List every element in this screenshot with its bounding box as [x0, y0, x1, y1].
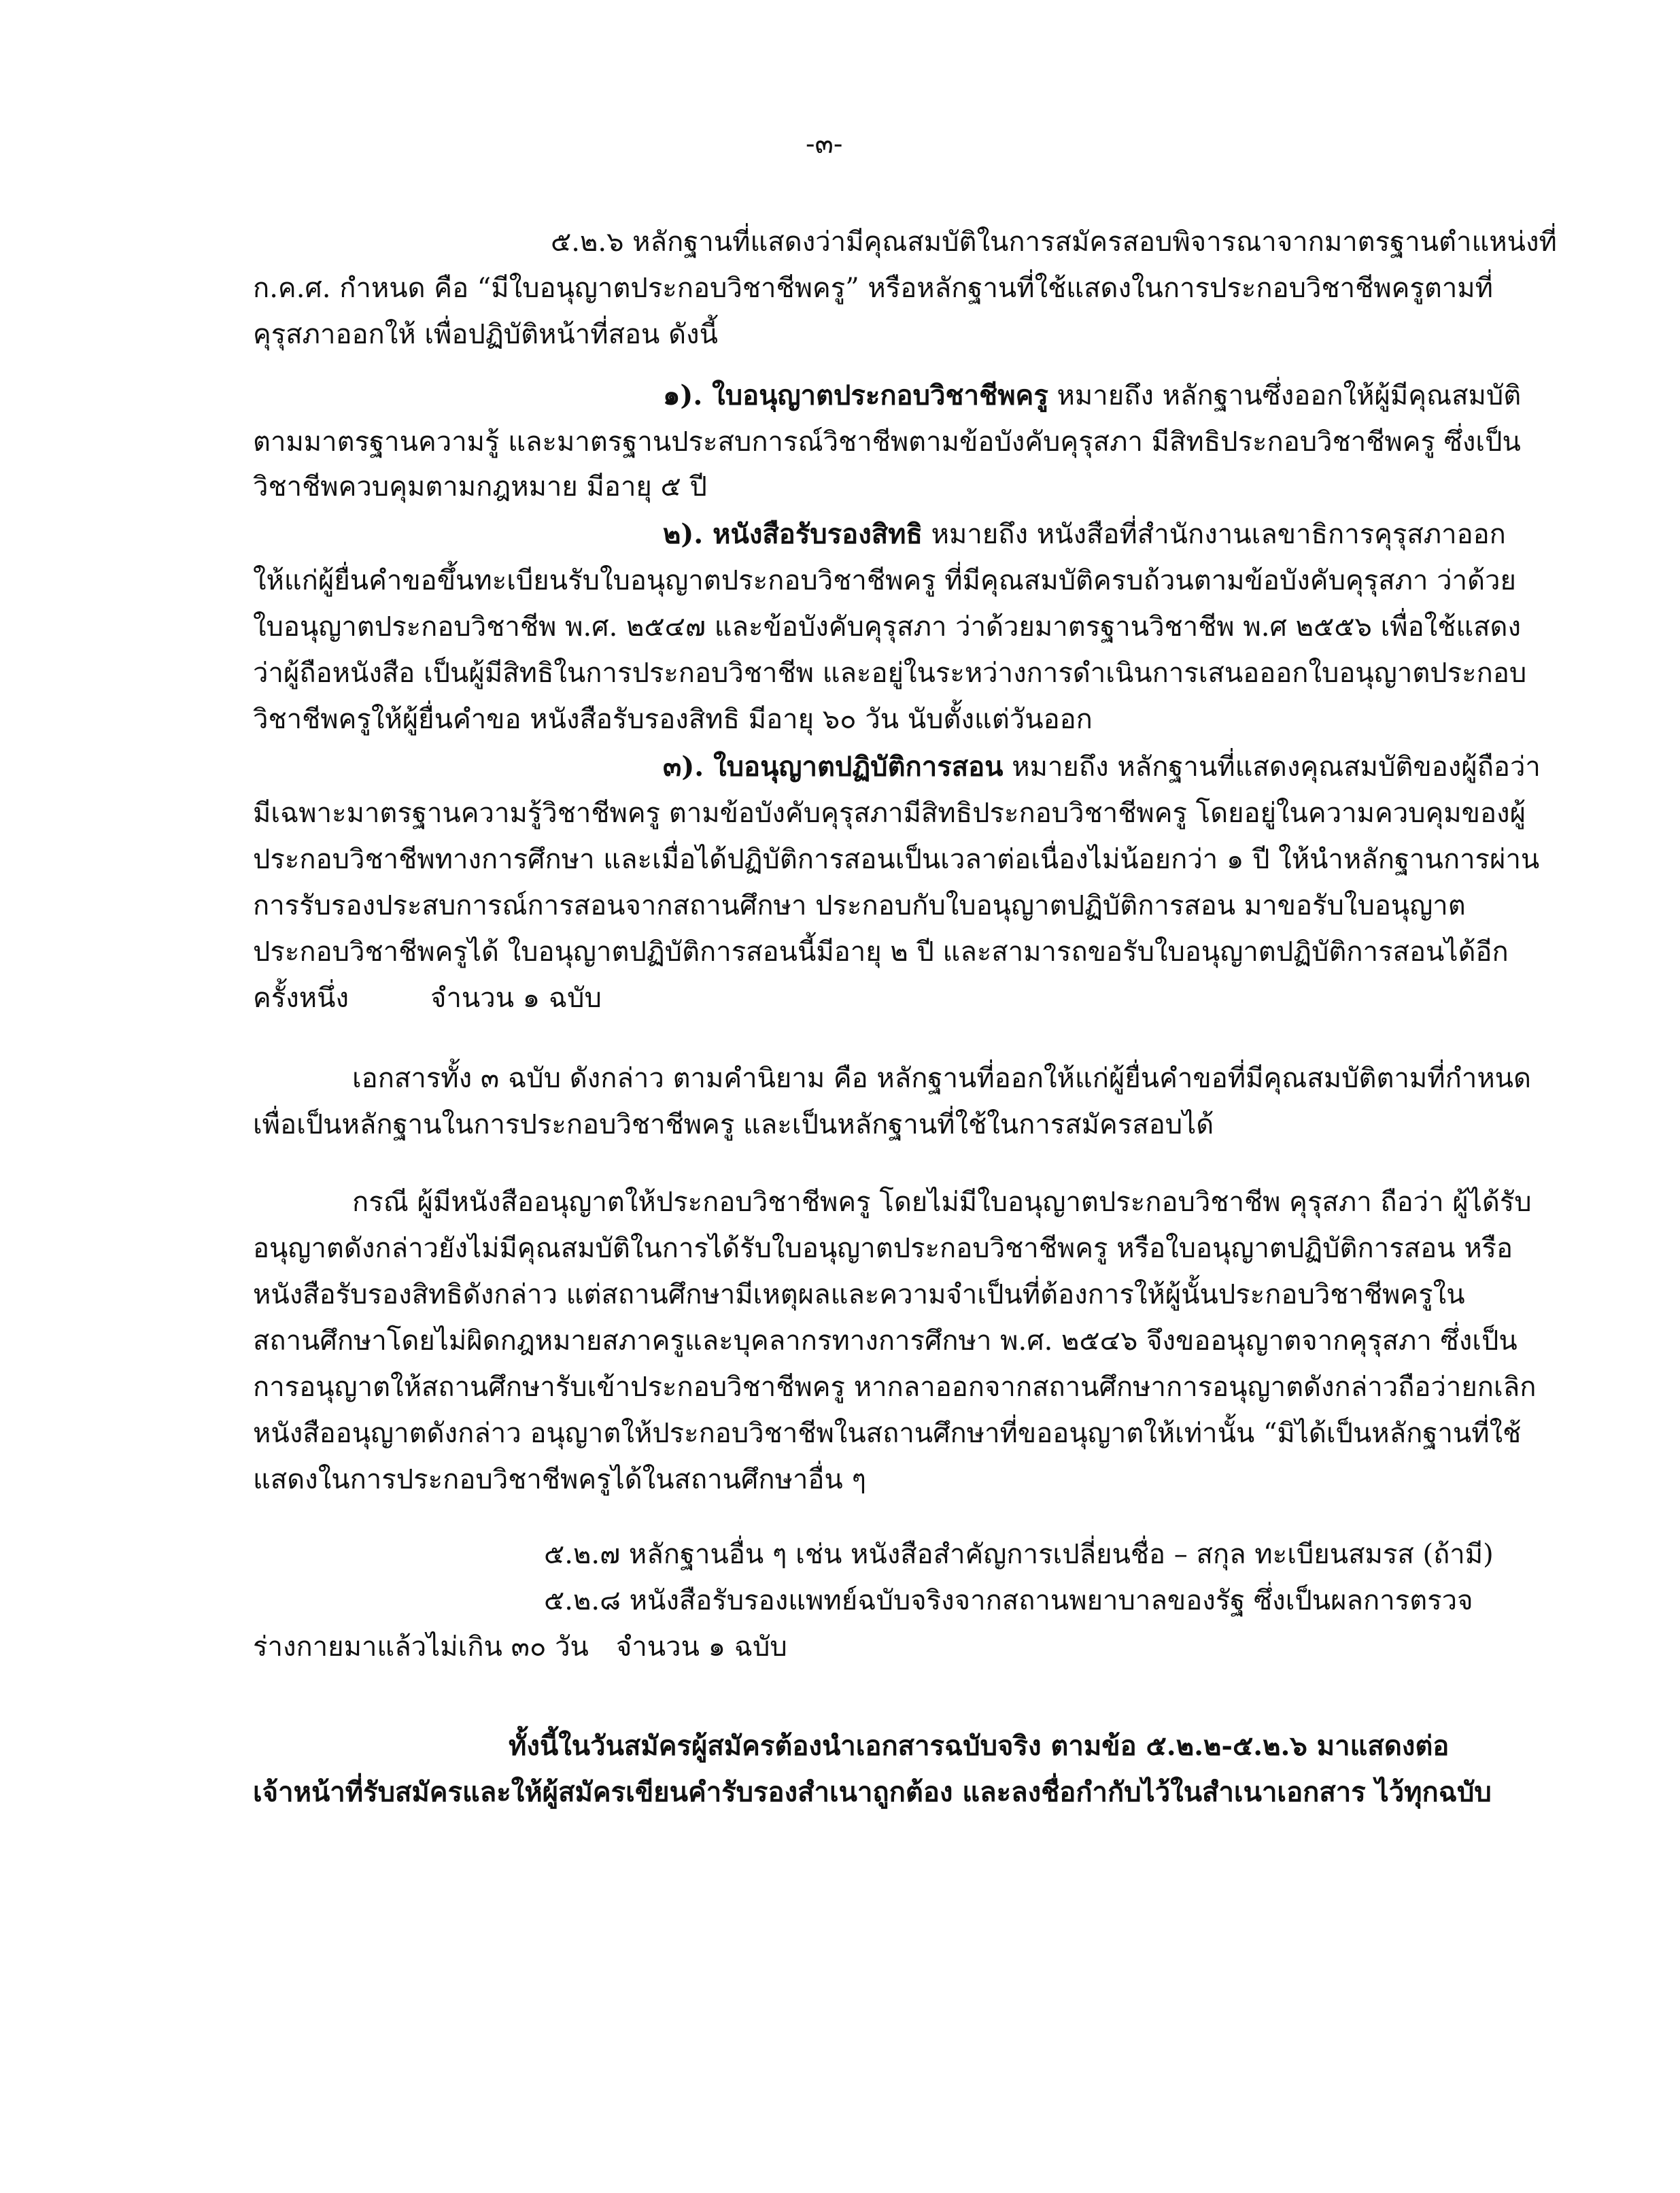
- case-paragraph-line-4: สถานศึกษาโดยไม่ผิดกฎหมายสภาครูและบุคลากรทางการศึกษา พ.ศ. ๒๕๔๖ จึงขออนุญาตจากคุรุสภา ซึ่งเป็น: [253, 1325, 1518, 1357]
- section-528-copy-count: จำนวน ๑ ฉบับ: [615, 1631, 787, 1663]
- item-3-line-2: มีเฉพาะมาตรฐานความรู้วิชาชีพครู ตามข้อบังคับคุรุสภามีสิทธิประกอบวิชาชีพครู โดยอยู่ในความควบคุมของผู้: [253, 798, 1526, 829]
- section-528-line-2: [253, 1629, 787, 1665]
- item-2-line-1: [663, 517, 1506, 552]
- item-3-heading: ๓). ใบอนุญาตปฏิบัติการสอน: [663, 751, 1004, 783]
- section-526-line-3: คุรุสภาออกให้ เพื่อปฏิบัติหน้าที่สอน ดังนี้: [253, 319, 718, 350]
- docs-paragraph-line-1: เอกสารทั้ง ๓ ฉบับ ดังกล่าว ตามคำนิยาม คือ หลักฐานที่ออกให้แก่ผู้ยื่นคำขอที่มีคุณสมบัติตามที่กำหนด: [352, 1063, 1532, 1094]
- case-paragraph-line-2: อนุญาตดังกล่าวยังไม่มีคุณสมบัติในการได้รับใบอนุญาตประกอบวิชาชีพครู หรือใบอนุญาตปฏิบัติการสอน หรือ: [253, 1233, 1513, 1264]
- section-526-line-1: ๕.๒.๖ หลักฐานที่แสดงว่ามีคุณสมบัติในการสมัครสอบพิจารณาจากมาตรฐานตำแหน่งที่: [551, 226, 1557, 258]
- item-3-once-more: ครั้งหนึ่ง: [253, 983, 349, 1014]
- section-527: ๕.๒.๗ หลักฐานอื่น ๆ เช่น หนังสือสำคัญการเปลี่ยนชื่อ – สกุล ทะเบียนสมรส (ถ้ามี): [544, 1539, 1494, 1570]
- item-1-definition-start: หมายถึง หลักฐานซึ่งออกให้ผู้มีคุณสมบัติ: [1048, 380, 1522, 411]
- section-528-exam-age: ร่างกายมาแล้วไม่เกิน ๓๐ วัน: [253, 1631, 589, 1663]
- item-3-line-6: [253, 981, 602, 1016]
- case-paragraph-line-5: การอนุญาตให้สถานศึกษารับเข้าประกอบวิชาชีพครู หากลาออกจากสถานศึกษาการอนุญาตดังกล่าวถือว่ายกเลิก: [253, 1372, 1537, 1403]
- item-3-line-5: ประกอบวิชาชีพครูได้ ใบอนุญาตปฏิบัติการสอนนี้มีอายุ ๒ ปี และสามารถขอรับใบอนุญาตปฏิบัติการสอนได้อีก: [253, 936, 1509, 968]
- page-number: -๓-: [806, 129, 843, 160]
- item-2-line-4: ว่าผู้ถือหนังสือ เป็นผู้มีสิทธิในการประกอบวิชาชีพ และอยู่ในระหว่างการดำเนินการเสนอออกใบอนุญาตประกอบ: [253, 658, 1527, 689]
- case-paragraph-line-3: หนังสือรับรองสิทธิดังกล่าว แต่สถานศึกษามีเหตุผลและความจำเป็นที่ต้องการให้ผู้นั้นประกอบวิชาชีพครูใน: [253, 1279, 1465, 1310]
- section-528-line-1: ๕.๒.๘ หนังสือรับรองแพทย์ฉบับจริงจากสถานพยาบาลของรัฐ ซึ่งเป็นผลการตรวจ: [544, 1585, 1473, 1616]
- item-2-definition-start: หมายถึง หนังสือที่สำนักงานเลขาธิการคุรุสภาออก: [922, 519, 1506, 550]
- item-2-line-3: ใบอนุญาตประกอบวิชาชีพ พ.ศ. ๒๕๔๗ และข้อบังคับคุรุสภา ว่าด้วยมาตรฐานวิชาชีพ พ.ศ ๒๕๕๖ เพื่อใช้แสดง: [253, 611, 1522, 643]
- item-1-line-3: วิชาชีพควบคุมตามกฎหมาย มีอายุ ๕ ปี: [253, 471, 707, 503]
- item-3-line-4: การรับรองประสบการณ์การสอนจากสถานศึกษา ประกอบกับใบอนุญาตปฏิบัติการสอน มาขอรับใบอนุญาต: [253, 890, 1466, 921]
- item-3-definition-start: หมายถึง หลักฐานที่แสดงคุณสมบัติของผู้ถือว่า: [1003, 751, 1541, 783]
- section-526-line-2: ก.ค.ศ. กำหนด คือ “มีใบอนุญาตประกอบวิชาชีพครู” หรือหลักฐานที่ใช้แสดงในการประกอบวิชาชีพครูตามที่: [253, 273, 1494, 304]
- item-2-heading: ๒). หนังสือรับรองสิทธิ: [663, 518, 923, 550]
- closing-line-2: เจ้าหน้าที่รับสมัครและให้ผู้สมัครเขียนคำรับรองสำเนาถูกต้อง และลงชื่อกำกับไว้ในสำเนาเอกสาร ไว้ทุกฉบับ: [253, 1776, 1492, 1808]
- item-2-line-5: วิชาชีพครูให้ผู้ยื่นคำขอ หนังสือรับรองสิทธิ มีอายุ ๖๐ วัน นับตั้งแต่วันออก: [253, 704, 1093, 735]
- item-1-line-2: ตามมาตรฐานความรู้ และมาตรฐานประสบการณ์วิชาชีพตามข้อบังคับคุรุสภา มีสิทธิประกอบวิชาชีพครู ซึ่งเป็น: [253, 426, 1521, 458]
- item-3-line-3: ประกอบวิชาชีพทางการศึกษา และเมื่อได้ปฏิบัติการสอนเป็นเวลาต่อเนื่องไม่น้อยกว่า ๑ ปี ให้นำหลักฐานการผ่าน: [253, 844, 1540, 875]
- item-1-heading: ๑). ใบอนุญาตประกอบวิชาชีพครู: [663, 379, 1048, 411]
- docs-paragraph-line-2: เพื่อเป็นหลักฐานในการประกอบวิชาชีพครู และเป็นหลักฐานที่ใช้ในการสมัครสอบได้: [253, 1109, 1214, 1140]
- item-1-line-1: [663, 378, 1521, 413]
- case-paragraph-line-7: แสดงในการประกอบวิชาชีพครูได้ในสถานศึกษาอื่น ๆ: [253, 1464, 866, 1495]
- case-paragraph-line-6: หนังสืออนุญาตดังกล่าว อนุญาตให้ประกอบวิชาชีพในสถานศึกษาที่ขออนุญาตให้เท่านั้น “มิได้เป็นหลักฐานที่ใช้: [253, 1418, 1522, 1449]
- case-paragraph-line-1: กรณี ผู้มีหนังสืออนุญาตให้ประกอบวิชาชีพครู โดยไม่มีใบอนุญาตประกอบวิชาชีพ คุรุสภา ถือว่า ผู้ได้รับ: [352, 1187, 1532, 1218]
- item-2-line-2: ให้แก่ผู้ยื่นคำขอขึ้นทะเบียนรับใบอนุญาตประกอบวิชาชีพครู ที่มีคุณสมบัติครบถ้วนตามข้อบังคับคุรุสภา ว่าด้วย: [253, 565, 1516, 596]
- closing-line-1: ทั้งนี้ในวันสมัครผู้สมัครต้องนำเอกสารฉบับจริง ตามข้อ ๕.๒.๒-๕.๒.๖ มาแสดงต่อ: [509, 1730, 1450, 1762]
- item-3-line-1: [663, 749, 1541, 785]
- item-3-copy-count: จำนวน ๑ ฉบับ: [430, 983, 602, 1014]
